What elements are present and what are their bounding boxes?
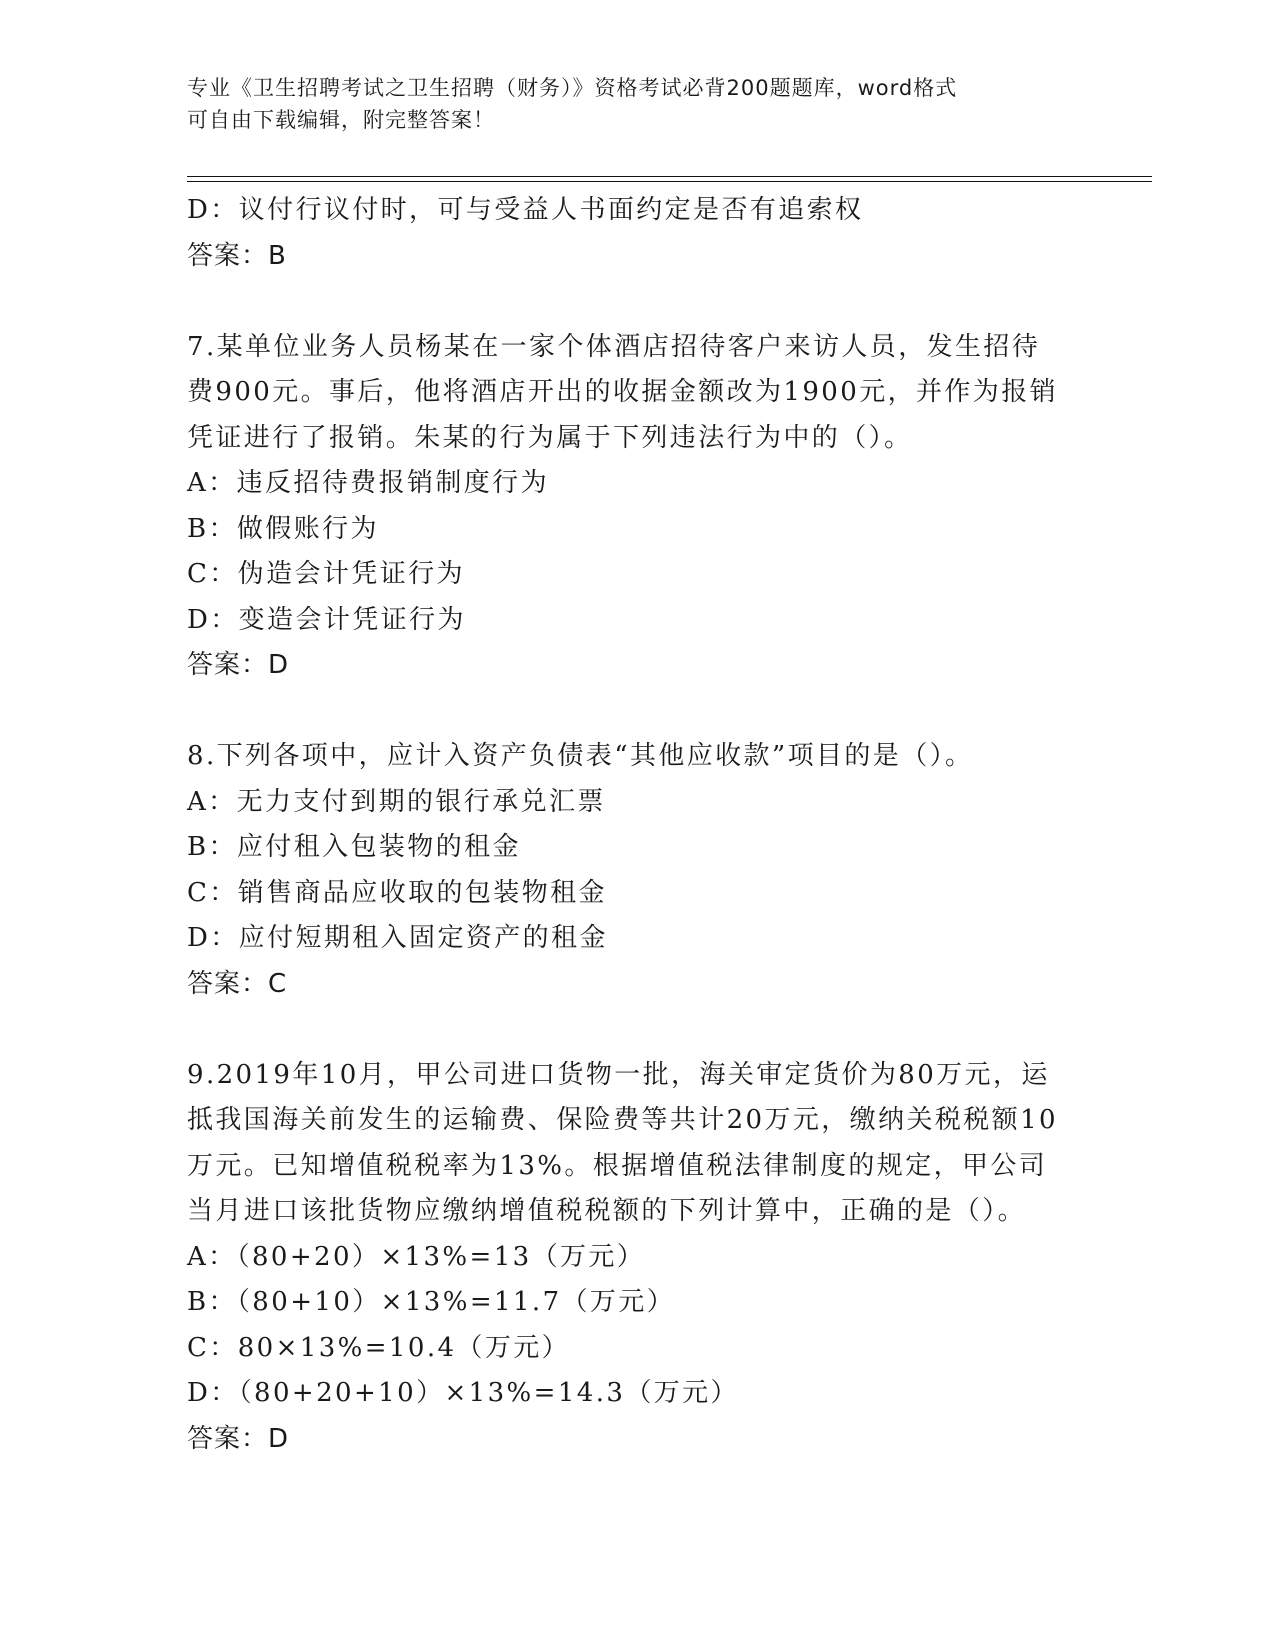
answer-line: 答案：D (187, 650, 290, 680)
answer-line: 答案：B (187, 240, 287, 271)
header-title-line-1: 专业《卫生招聘考试之卫生招聘（财务）》资格考试必背200题题库，word格式 (187, 76, 958, 100)
option-a: A：无力支付到期的银行承兑汇票 (187, 786, 606, 817)
question-stem-line: 万元。已知增值税税率为13%。根据增值税法律制度的规定，甲公司 (187, 1150, 1048, 1181)
question-9 (187, 1053, 1087, 1463)
option-d: D：议付行议付时，可与受益人书面约定是否有追索权 (187, 195, 864, 225)
spacer (187, 689, 1087, 735)
document-header (187, 72, 1067, 136)
option-d: D：变造会计凭证行为 (187, 604, 466, 635)
option-d: D：应付短期租入固定资产的租金 (187, 923, 608, 953)
answer-line: 答案：C (187, 968, 288, 999)
header-divider-bottom (187, 181, 1152, 182)
question-stem-line: 当月进口该批货物应缴纳增值税税额的下列计算中，正确的是（）。 (187, 1196, 1027, 1226)
option-a: A：违反招待费报销制度行为 (187, 468, 549, 498)
spacer (187, 1007, 1087, 1053)
question-stem-line: 抵我国海关前发生的运输费、保险费等共计20万元，缴纳关税税额10 (187, 1105, 1058, 1135)
option-d: D：（80+20+10）×13%=14.3（万元） (187, 1378, 739, 1408)
option-b: B：应付租入包装物的租金 (187, 832, 521, 862)
option-c: C：销售商品应收取的包装物租金 (187, 877, 607, 908)
option-b: B：做假账行为 (187, 513, 379, 544)
question-stem-line: 凭证进行了报销。朱某的行为属于下列违法行为中的（）。 (187, 422, 913, 453)
previous-question-continuation (187, 188, 1087, 279)
question-stem-line: 9.2019年10月，甲公司进口货物一批，海关审定货价为80万元，运 (187, 1059, 1050, 1090)
spacer (187, 279, 1087, 325)
option-a: A：（80+20）×13%=13（万元） (187, 1241, 646, 1272)
question-7 (187, 325, 1087, 689)
question-stem-line: 费900元。事后，他将酒店开出的收据金额改为1900元，并作为报销 (187, 377, 1058, 407)
option-c: C：80×13%=10.4（万元） (187, 1332, 571, 1363)
question-stem-line: 8.下列各项中，应计入资产负债表“其他应收款”项目的是（）。 (187, 741, 974, 771)
header-title-line-2: 可自由下载编辑，附完整答案！ (187, 108, 495, 132)
header-divider-top (187, 176, 1152, 177)
option-b: B：（80+10）×13%=11.7（万元） (187, 1287, 676, 1317)
question-8 (187, 734, 1087, 1007)
option-c: C：伪造会计凭证行为 (187, 559, 465, 589)
question-stem-line: 7.某单位业务人员杨某在一家个体酒店招待客户来访人员，发生招待 (187, 331, 1041, 362)
answer-line: 答案：D (187, 1423, 290, 1454)
question-content (187, 188, 1087, 1462)
